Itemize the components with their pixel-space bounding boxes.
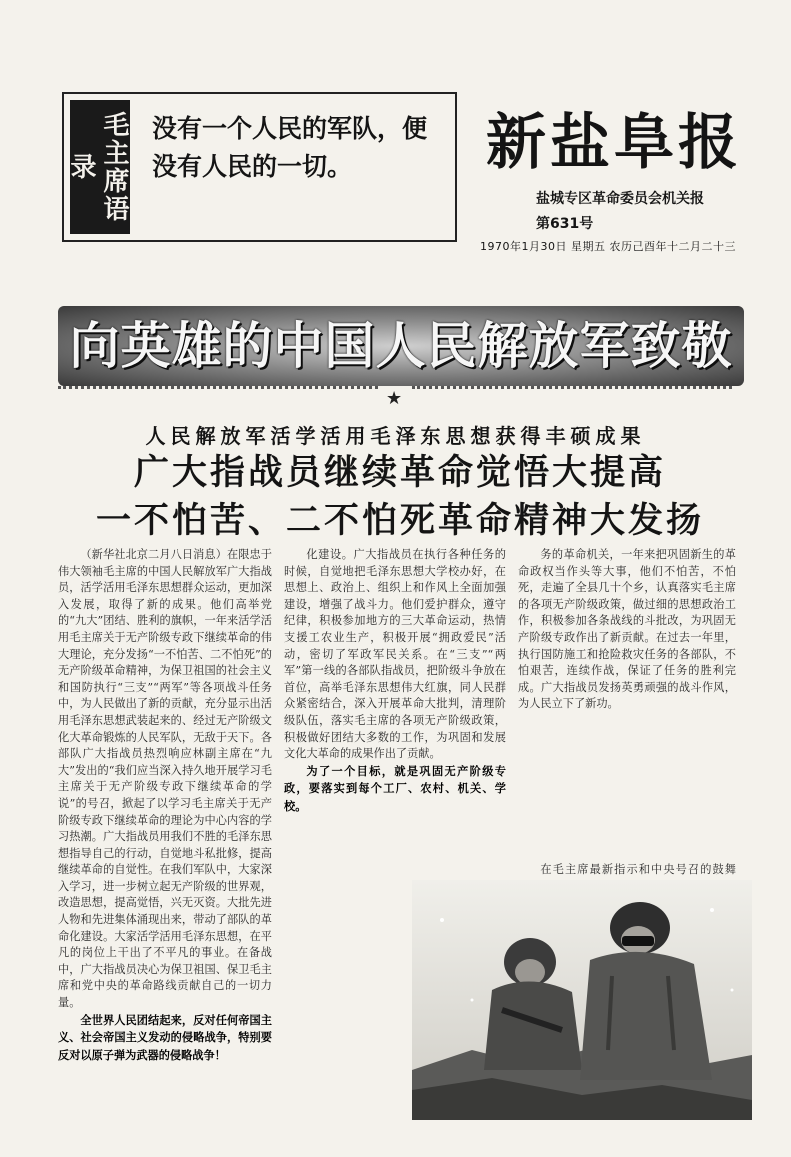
issue-number: 第631号 <box>536 216 594 232</box>
article-column-3 <box>518 547 736 857</box>
main-headline-line1: 广大指战员继续革命觉悟大提高 <box>133 453 666 493</box>
main-headline-line2: 一不怕苦、二不怕死革命精神大发扬 <box>95 501 704 541</box>
article-bold-text: 全世界人民团结起来，反对任何帝国主义、社会帝国主义发动的侵略战争，特别要反对以原子弹为武器的侵略战争！ <box>58 1012 272 1062</box>
masthead-title: 新盐阜报 <box>486 108 742 178</box>
article-paragraph: 在毛主席最新指示和中央号召的鼓舞 <box>540 863 736 876</box>
quote-label: 毛主席语录 <box>66 111 129 223</box>
article-paragraph: 化建设。广大指战员在执行各种任务的时候，自觉地把毛泽东思想大学校办好，在思想上、政治上、组织上和作风上全面加强建设，增强了战斗力。他们爱护群众，遵守纪律，积极参加地方的三大革命运动，热情支援工农业生产，积极开展“拥政爱民”活动，密切了军政军民关系。在“三支”“两军”第一线的各部队指战员，把阶级斗争放在首位，高举毛泽东思想伟大红旗，同人民群众紧密结合，深入开展革命大批判，清理阶级队伍，落实毛主席的各项无产阶级政策，积极做好团结大多数的工作，为巩固和发展文化大革命的成果作出了贡献。 <box>284 548 506 761</box>
article-bold-text: 为了一个目标，就是巩固无产阶级专政，要落实到每个工厂、农村、机关、学校。 <box>284 763 506 813</box>
article-paragraph: （新华社北京二月八日消息）在限忠于伟大领袖毛主席的中国人民解放军广大指战员，活学活用毛泽东思想群众运动，更加深入发展，取得了新的成果。他们高举党的“九大”团结、胜利的旗帜，一年来活学活用毛主席关于无产阶级专政下继续革命的伟大理论，充分发扬“一不怕苦、二不怕死”的无产阶级革命精神，为保卫祖国的社会主义和国防执行“三支”“两军”等各项战斗任务中，为人民做出了新的贡献，充分显示出活用毛泽东思想武装起来的、经过无产阶级文化大革命锻炼的人民军队，无敌于天下。各部队广大指战员热烈响应林副主席在“九大”发出的“我们应当深入持久地开展学习毛主席关于无产阶级专政下继续革命的学说”的号召，掀起了以学习毛主席关于无产阶级专政下继续革命的理论为中心内容的学习热潮。广大指战员用我们不胜的毛泽东思想指导自己的行动，自觉地斗私批修，提高继续革命的自觉性。在我们军队中，大家深入学习，进一步树立起无产阶级的世界观，改造思想，提高觉悟，兴无灭资。大批先进人物和先进集体涌现出来，带动了部队的革命化建设。大家活学活用毛泽东思想，在平凡的岗位上干出了不平凡的事业。在备战中，广大指战员决心为保卫祖国、保卫毛主席和党中央的革命路线贡献自己的一切力量。 <box>58 548 272 1010</box>
article-emphasis <box>284 763 506 816</box>
article-paragraph: 务的革命机关，一年来把巩固新生的革命政权当作头等大事，他们不怕苦，不怕死，走遍了全县几十个乡，认真落实毛主席的各项无产阶级政策，做过细的思想政治工作，积极参加各条战线的斗批改，为巩固无产阶级专政作出了新贡献。在过去一年里，执行国防施工和抢险救灾任务的各部队，不怕艰苦，连续作战，保证了任务的胜利完成。广大指战员发扬英勇顽强的战斗作风，为人民立下了新功。 <box>518 548 736 711</box>
soldiers-photo <box>412 880 752 1120</box>
article-column-1 <box>58 547 272 1109</box>
star-icon: ★ <box>386 388 403 409</box>
quote-text: 没有一个人民的军队，便没有人民的一切。 <box>152 114 428 181</box>
article-column-2 <box>284 547 506 909</box>
article-emphasis <box>58 1012 272 1065</box>
date-line: 1970年1月30日 星期五 农历己酉年十二月二十三 <box>480 240 736 253</box>
masthead-subtitle: 盐城专区革命委员会机关报 <box>536 191 704 207</box>
banner-ornament-right <box>412 386 732 401</box>
banner-ornament-left <box>58 386 378 401</box>
kicker-headline: 人民解放军活学活用毛泽东思想获得丰硕成果 <box>145 424 646 448</box>
banner-headline: 向英雄的中国人民解放军致敬 <box>69 317 733 375</box>
